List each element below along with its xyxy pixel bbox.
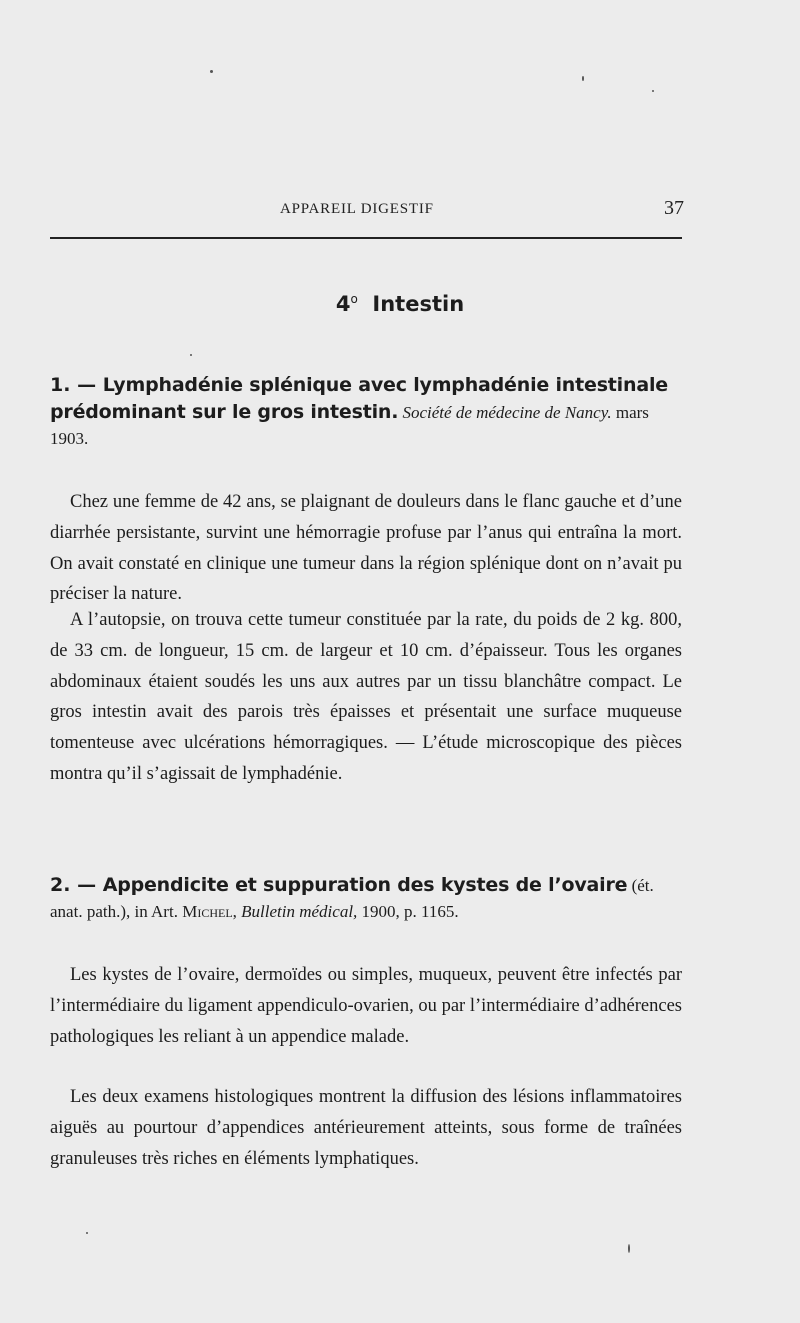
- entry-2-dash: —: [70, 874, 103, 896]
- header-rule: [50, 237, 682, 239]
- section-title-text: Intestin: [372, 292, 465, 316]
- entry-2-citation-tail: 1900, p. 1165.: [361, 902, 459, 921]
- section-ordinal-sup: o: [350, 292, 358, 306]
- scan-speck: [86, 1232, 88, 1234]
- entry-1-source: Société de médecine de Nancy.: [402, 403, 612, 422]
- running-head: [50, 197, 682, 223]
- scan-speck: [582, 76, 584, 81]
- scan-speck: [652, 90, 654, 92]
- entry-1-heading: [50, 372, 682, 452]
- scan-speck: [628, 1244, 630, 1253]
- running-title: APPAREIL DIGESTIF: [280, 201, 434, 217]
- section-heading: [0, 292, 800, 316]
- entry-1-title: Lymphadénie splénique avec lymphadénie intestinale prédominant sur le gros intestin.: [50, 374, 668, 423]
- entry-1-paragraph-2: A l’autopsie, on trouva cette tumeur constituée par la rate, du poids de 2 kg. 800, de 33 cm. de longueur, 15 cm. de largeur et 10 cm. d’épaisseur. Tous les organes abdominaux étaient soudés les uns aux autres par un tissu blanchâtre compact. Le gros intestin avait des parois très épaisses et présentait une surface muqueuse tomenteuse avec ulcérations hémorragiques. — L’étude microscopique des pièces montra qu’il s’agissait de lymphadénie.: [50, 610, 682, 784]
- entry-2-paragraph-1: Les kystes de l’ovaire, dermoïdes ou simples, muqueux, peuvent être infectés par l’intermédiaire du ligament appendiculo-ovarien, ou par l’intermédiaire d’adhérences pathologiques les reliant à un appendice malade.: [50, 965, 682, 1047]
- entry-2-journal: Bulletin médical,: [241, 902, 358, 921]
- entry-2-title: Appendicite et suppuration des kystes de l’ovaire: [102, 874, 628, 896]
- entry-2-paragraph-2: Les deux examens histologiques montrent la diffusion des lésions inflammatoires aiguës au pourtour d’appendices antérieurement atteints, sous forme de traînées granuleuses très riches en éléments lymphatiques.: [50, 1087, 682, 1169]
- entry-2-heading: [50, 872, 682, 925]
- entry-1-number: 1.: [50, 374, 71, 396]
- entry-1-dash: —: [70, 374, 103, 396]
- section-ordinal: 4: [335, 292, 351, 316]
- entry-2-author: Michel,: [182, 902, 237, 921]
- entry-2-note: (ét. anat. path.), in Art.: [50, 876, 654, 921]
- entry-2-number: 2.: [50, 874, 71, 896]
- scan-speck: [210, 70, 213, 73]
- entry-1-paragraph-1: Chez une femme de 42 ans, se plaignant de douleurs dans le flanc gauche et d’une diarrhée persistante, survint une hémorragie profuse par l’anus qui entraîna la mort. On avait constaté en clinique une tumeur dans la région splénique dont on n’avait pu préciser la nature.: [50, 492, 682, 605]
- page-number: 37: [664, 197, 684, 219]
- scan-speck: [190, 354, 192, 356]
- entry-1-date: mars 1903.: [50, 403, 649, 448]
